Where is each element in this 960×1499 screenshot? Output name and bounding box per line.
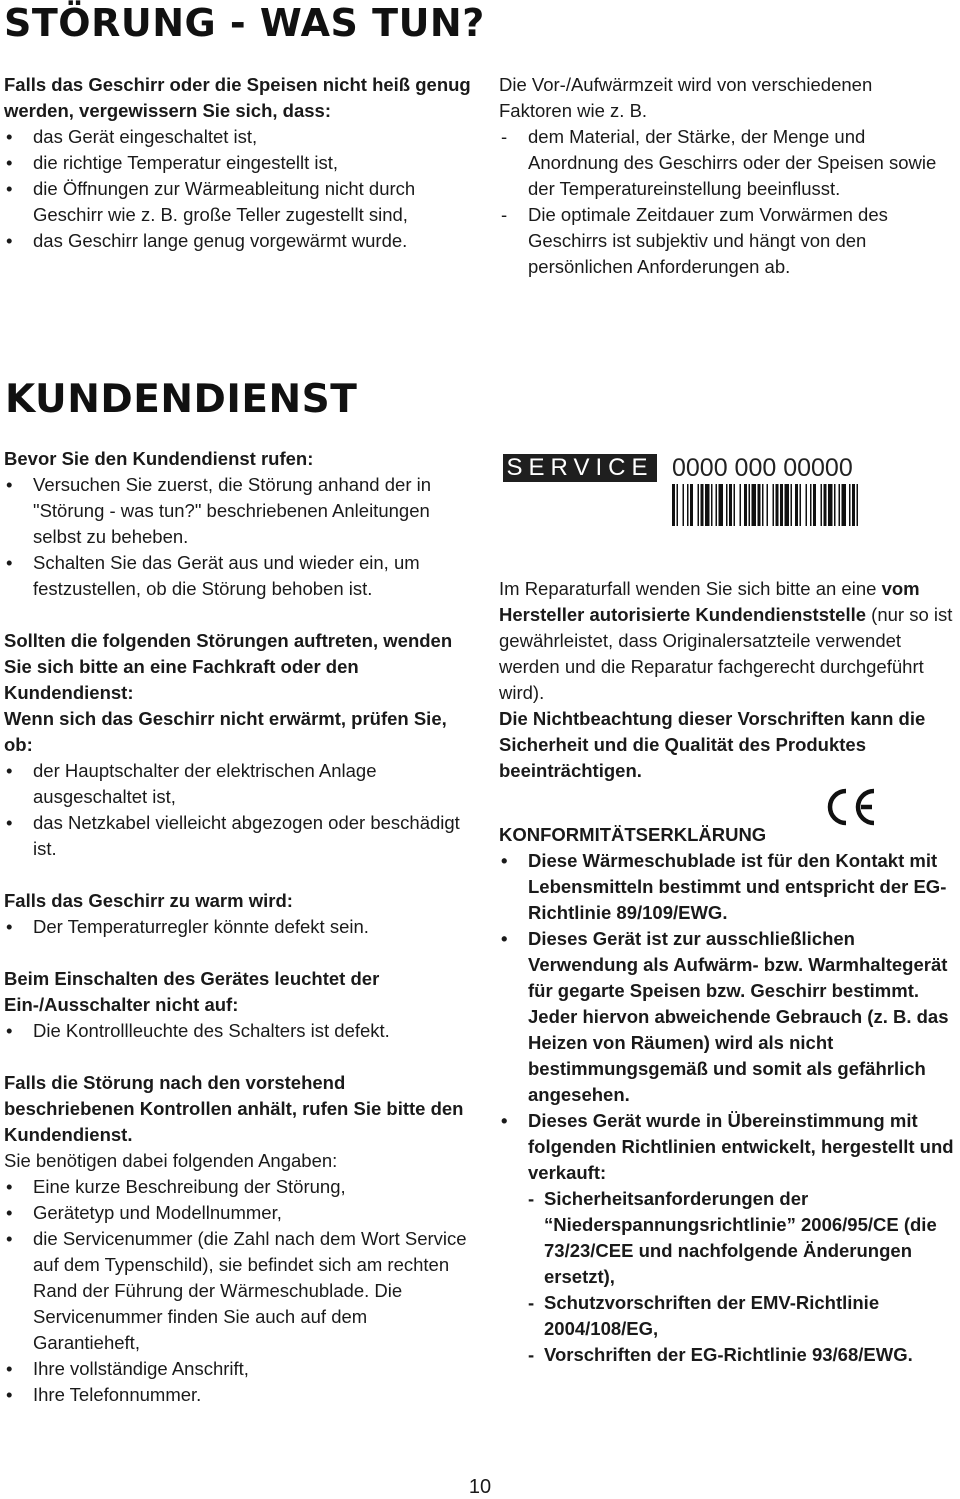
not-hot-heading: Falls das Geschirr oder die Speisen nicht heiß genug werden, vergewissern Sie sich, dass: bbox=[4, 74, 471, 121]
page-number: 10 bbox=[468, 1476, 492, 1498]
switch-heading: Beim Einschalten des Gerätes leuchtet der Ein-/Ausschalter nicht auf: bbox=[4, 968, 380, 1015]
list-item: • das Netzkabel vielleicht abgezogen oder beschädigt ist. bbox=[4, 810, 474, 862]
list-item: • das Geschirr lange genug vorgewärmt wurde. bbox=[4, 228, 474, 254]
list-item: • Dieses Gerät ist zur ausschließlichen Verwendung als Aufwärm- bzw. Warmhaltegerät für gegarte Speisen bzw. Geschirr bestimmt. Jeder hiervon abweichende Gebrauch (z. B. das Heizen von Räumen) wird als nicht bestimmungsgemäß und somit als gefährlich angesehen. bbox=[499, 926, 959, 1108]
not-hot-list bbox=[4, 124, 474, 254]
safety-warning: Die Nichtbeachtung dieser Vorschriften kann die Sicherheit und die Qualität des Produktes beeinträchtigen. bbox=[499, 708, 926, 781]
list-item: • die Servicenummer (die Zahl nach dem Wort Service auf dem Typenschild), sie befindet sich am rechten Rand der Führung der Wärmeschublade. Die Servicenummer finden Sie auch auf dem Garantieheft, bbox=[4, 1226, 474, 1356]
list-item: • die Öffnungen zur Wärmeableitung nicht durch Geschirr wie z. B. große Teller zugestellt sind, bbox=[4, 176, 474, 228]
service-number: 0000 000 00000 bbox=[672, 454, 853, 482]
too-warm-heading: Falls das Geschirr zu warm wird: bbox=[4, 890, 293, 911]
list-item: • Schalten Sie das Gerät aus und wieder ein, um festzustellen, ob die Störung behoben ist. bbox=[4, 550, 474, 602]
list-item: - Die optimale Zeitdauer zum Vorwärmen des Geschirrs ist subjektiv und hängt von den persönlichen Anforderungen ab. bbox=[499, 202, 949, 280]
list-item: • Ihre Telefonnummer. bbox=[4, 1382, 474, 1408]
troubleshoot-right-column bbox=[499, 72, 949, 280]
list-item: - Schutzvorschriften der EMV-Richtlinie 2004/108/EG, bbox=[528, 1290, 959, 1342]
list-item: - Vorschriften der EG-Richtlinie 93/68/EWG. bbox=[528, 1342, 959, 1368]
barcode-icon bbox=[672, 484, 860, 526]
before-calling-heading: Bevor Sie den Kundendienst rufen: bbox=[4, 448, 314, 469]
service-right-column bbox=[499, 576, 959, 1368]
list-item: • Gerätetyp und Modellnummer, bbox=[4, 1200, 474, 1226]
conformity-list bbox=[499, 848, 959, 1368]
directives-intro: Dieses Gerät wurde in Übereinstimmung mit folgenden Richtlinien entwickelt, hergestellt und verkauft: bbox=[528, 1110, 954, 1183]
service-left-column bbox=[4, 446, 474, 1408]
persist-heading: Falls die Störung nach den vorstehend beschriebenen Kontrollen anhält, rufen Sie bitte den Kundendienst. bbox=[4, 1072, 464, 1145]
repair-authorized: vom Hersteller autorisierte Kundendienststelle bbox=[499, 578, 920, 625]
list-item: • Ihre vollständige Anschrift, bbox=[4, 1356, 474, 1382]
switch-list bbox=[4, 1018, 474, 1044]
list-item: • der Hauptschalter der elektrischen Anlage ausgeschaltet ist, bbox=[4, 758, 474, 810]
list-item: • Versuchen Sie zuerst, die Störung anhand der in "Störung - was tun?" beschriebenen Anleitungen selbst zu beheben. bbox=[4, 472, 474, 550]
list-item bbox=[499, 1108, 959, 1368]
list-item: - dem Material, der Stärke, der Menge und Anordnung des Geschirrs oder der Speisen sowie der Temperatureinstellung beeinflusst. bbox=[499, 124, 949, 202]
too-warm-list bbox=[4, 914, 474, 940]
warmup-factor-list bbox=[499, 124, 949, 280]
conformity-heading: KONFORMITÄTSERKLÄRUNG bbox=[499, 824, 767, 845]
warmup-intro: Die Vor-/Aufwärmzeit wird von verschiedenen Faktoren wie z. B. bbox=[499, 74, 873, 121]
not-warm-list bbox=[4, 758, 474, 862]
problems-heading: Sollten die folgenden Störungen auftreten, wenden Sie sich bitte an eine Fachkraft oder den Kundendienst: bbox=[4, 630, 453, 703]
info-intro: Sie benötigen dabei folgenden Angaben: bbox=[4, 1150, 338, 1171]
list-item: • Diese Wärmeschublade ist für den Kontakt mit Lebensmitteln bestimmt und entspricht der EG-Richtlinie 89/109/EWG. bbox=[499, 848, 959, 926]
service-label-word: SERVICE bbox=[503, 454, 657, 482]
list-item: • das Gerät eingeschaltet ist, bbox=[4, 124, 474, 150]
repair-note: (nur so ist gewährleistet, dass Originalersatzteile verwendet werden und die Reparatur fachgerecht durchgeführt wird). bbox=[499, 604, 953, 703]
not-warm-heading: Wenn sich das Geschirr nicht erwärmt, prüfen Sie, ob: bbox=[4, 708, 447, 755]
page-title: STÖRUNG - WAS TUN? bbox=[4, 1, 485, 45]
before-calling-list bbox=[4, 472, 474, 602]
section-title-kundendienst: KUNDENDIENST bbox=[5, 377, 358, 422]
list-item: • Eine kurze Beschreibung der Störung, bbox=[4, 1174, 474, 1200]
ce-mark-icon bbox=[824, 787, 880, 827]
list-item: - Sicherheitsanforderungen der “Niederspannungsrichtlinie” 2006/95/CE (die 73/23/CEE und nachfolgende Änderungen ersetzt), bbox=[528, 1186, 959, 1290]
info-list bbox=[4, 1174, 474, 1408]
list-item: • Der Temperaturregler könnte defekt sein. bbox=[4, 914, 474, 940]
troubleshoot-left-column bbox=[4, 72, 474, 254]
repair-paragraph bbox=[499, 576, 959, 706]
list-item: • die richtige Temperatur eingestellt ist, bbox=[4, 150, 474, 176]
repair-text: Im Reparaturfall wenden Sie sich bitte an eine bbox=[499, 578, 877, 599]
directive-list bbox=[528, 1186, 959, 1368]
list-item: • Die Kontrollleuchte des Schalters ist defekt. bbox=[4, 1018, 474, 1044]
